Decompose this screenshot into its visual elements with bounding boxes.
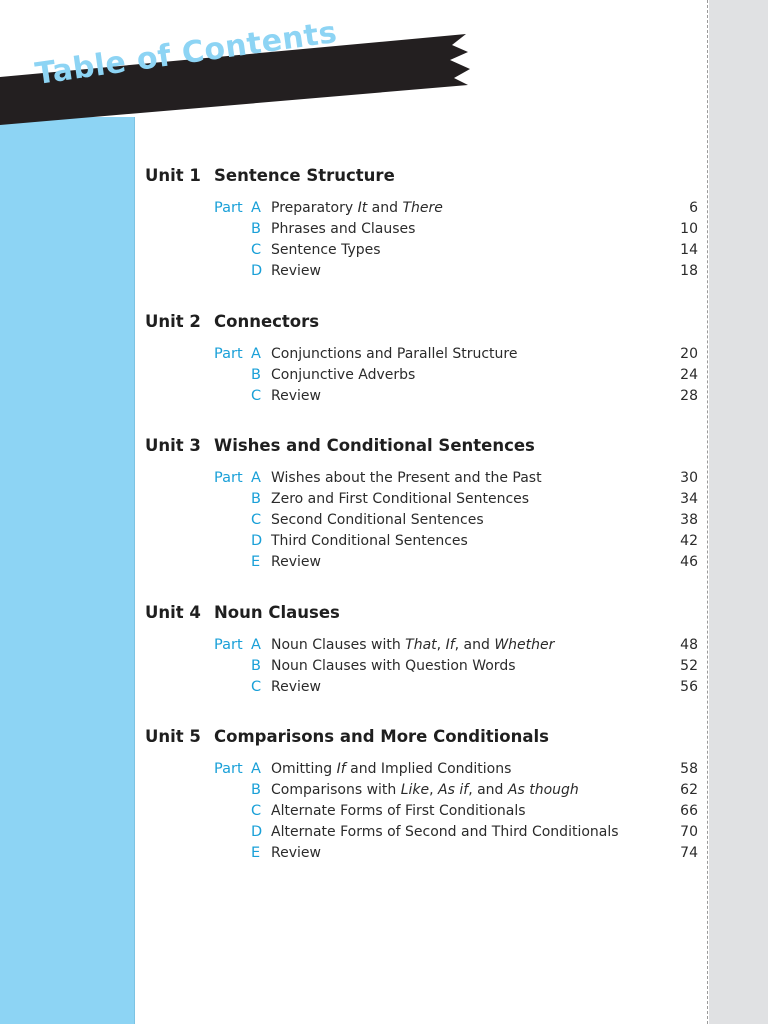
page-number: 38 bbox=[680, 512, 698, 528]
entry-title bbox=[271, 219, 415, 239]
unit-title: Sentence Structure bbox=[214, 166, 395, 185]
page-number: 62 bbox=[680, 782, 698, 798]
toc-entry[interactable] bbox=[214, 219, 698, 239]
toc-entry[interactable] bbox=[214, 635, 698, 655]
toc-entry[interactable] bbox=[214, 261, 698, 281]
unit-number: Unit 2 bbox=[145, 312, 201, 331]
entry-title-text: Omitting bbox=[271, 761, 337, 777]
page-number: 20 bbox=[680, 346, 698, 362]
toc-entry[interactable] bbox=[214, 759, 698, 779]
page-number: 66 bbox=[680, 803, 698, 819]
part-label: Part bbox=[214, 637, 243, 653]
unit-title: Wishes and Conditional Sentences bbox=[214, 436, 535, 455]
entry-title-text: , and bbox=[454, 637, 495, 653]
entry-title-emphasis: There bbox=[402, 200, 443, 216]
unit-title: Noun Clauses bbox=[214, 603, 340, 622]
unit-heading[interactable] bbox=[145, 166, 395, 185]
toc-entry[interactable] bbox=[214, 843, 698, 863]
entry-title-text: Review bbox=[271, 263, 321, 279]
part-letter: A bbox=[251, 470, 261, 486]
entry-title bbox=[271, 759, 511, 779]
part-letter: C bbox=[251, 512, 262, 528]
entry-title-text: Third Conditional Sentences bbox=[271, 533, 468, 549]
entry-title bbox=[271, 489, 529, 509]
entry-title-emphasis: As if bbox=[438, 782, 469, 798]
part-letter: B bbox=[251, 658, 261, 674]
entry-title-text: Comparisons with bbox=[271, 782, 401, 798]
entry-title-text: Noun Clauses with bbox=[271, 637, 406, 653]
part-letter: B bbox=[251, 491, 261, 507]
toc-entry[interactable] bbox=[214, 386, 698, 406]
part-letter: C bbox=[251, 803, 262, 819]
entry-title-emphasis: As though bbox=[507, 782, 579, 798]
entry-title bbox=[271, 386, 321, 406]
page-margin bbox=[709, 0, 768, 1024]
part-letter: B bbox=[251, 367, 261, 383]
unit-number: Unit 3 bbox=[145, 436, 201, 455]
entry-title bbox=[271, 261, 321, 281]
toc-entry[interactable] bbox=[214, 365, 698, 385]
part-letter: A bbox=[251, 200, 261, 216]
page-title: Table of Contents bbox=[33, 14, 340, 93]
page-number: 74 bbox=[680, 845, 698, 861]
entry-title-emphasis: Like bbox=[400, 782, 430, 798]
toc-entry[interactable] bbox=[214, 468, 698, 488]
page-number: 42 bbox=[680, 533, 698, 549]
part-label: Part bbox=[214, 470, 243, 486]
entry-title-text: Noun Clauses with Question Words bbox=[271, 658, 516, 674]
part-label: Part bbox=[214, 200, 243, 216]
part-label: Part bbox=[214, 346, 243, 362]
entry-title-emphasis: It bbox=[357, 200, 368, 216]
toc-entry[interactable] bbox=[214, 510, 698, 530]
part-letter: D bbox=[251, 263, 263, 279]
page-number: 18 bbox=[680, 263, 698, 279]
entry-title-text: Review bbox=[271, 554, 321, 570]
entry-title-text: and bbox=[367, 200, 403, 216]
unit-heading[interactable] bbox=[145, 312, 319, 331]
page-number: 58 bbox=[680, 761, 698, 777]
page-number: 28 bbox=[680, 388, 698, 404]
toc-entry[interactable] bbox=[214, 240, 698, 260]
entry-title-text: Zero and First Conditional Sentences bbox=[271, 491, 530, 507]
toc-entry[interactable] bbox=[214, 780, 698, 800]
unit-number: Unit 1 bbox=[145, 166, 201, 185]
part-letter: A bbox=[251, 637, 261, 653]
page-number: 24 bbox=[680, 367, 698, 383]
side-strip-edge bbox=[134, 117, 135, 1024]
page-number: 10 bbox=[680, 221, 698, 237]
entry-title bbox=[271, 240, 381, 260]
part-letter: D bbox=[251, 824, 263, 840]
entry-title bbox=[271, 468, 542, 488]
part-letter: A bbox=[251, 346, 261, 362]
entry-title-text: Conjunctive Adverbs bbox=[271, 367, 416, 383]
part-label: Part bbox=[214, 761, 243, 777]
entry-title-text: Phrases and Clauses bbox=[271, 221, 416, 237]
entry-title-text: , bbox=[429, 782, 439, 798]
unit-title: Comparisons and More Conditionals bbox=[214, 727, 550, 746]
entry-title-text: Review bbox=[271, 845, 321, 861]
unit-number: Unit 4 bbox=[145, 603, 201, 622]
entry-title-emphasis: Whether bbox=[494, 637, 555, 653]
page-number: 56 bbox=[680, 679, 698, 695]
entry-title-text: , bbox=[436, 637, 446, 653]
entry-title-text: and Implied Conditions bbox=[345, 761, 512, 777]
entry-title-emphasis: If bbox=[336, 761, 346, 777]
part-letter: C bbox=[251, 242, 262, 258]
toc-entry[interactable] bbox=[214, 344, 698, 364]
entry-title bbox=[271, 531, 468, 551]
toc-entry[interactable] bbox=[214, 801, 698, 821]
dashed-fold-line bbox=[707, 0, 708, 1024]
page-number: 48 bbox=[680, 637, 698, 653]
page-number: 6 bbox=[689, 200, 698, 216]
entry-title bbox=[271, 801, 526, 821]
part-letter: E bbox=[251, 845, 261, 861]
entry-title bbox=[271, 822, 619, 842]
part-letter: C bbox=[251, 388, 262, 404]
part-letter: B bbox=[251, 782, 261, 798]
unit-title: Connectors bbox=[214, 312, 320, 331]
page-number: 30 bbox=[680, 470, 698, 486]
page-number: 46 bbox=[680, 554, 698, 570]
entry-title bbox=[271, 677, 321, 697]
toc-entry[interactable] bbox=[214, 677, 698, 697]
entry-title-text: Review bbox=[271, 679, 321, 695]
entry-title-text: Sentence Types bbox=[271, 242, 381, 258]
decorative-side-strip bbox=[0, 117, 134, 1024]
unit-heading[interactable] bbox=[145, 727, 549, 746]
toc-entry[interactable] bbox=[214, 531, 698, 551]
part-letter: D bbox=[251, 533, 263, 549]
part-letter: A bbox=[251, 761, 261, 777]
unit-number: Unit 5 bbox=[145, 727, 201, 746]
part-letter: C bbox=[251, 679, 262, 695]
entry-title-emphasis: That bbox=[405, 637, 437, 653]
toc-entry[interactable] bbox=[214, 489, 698, 509]
entry-title bbox=[271, 780, 579, 800]
page-number: 14 bbox=[680, 242, 698, 258]
entry-title-text: Wishes about the Present and the Past bbox=[271, 470, 542, 486]
entry-title-text: Preparatory bbox=[271, 200, 358, 216]
entry-title bbox=[271, 552, 321, 572]
entry-title-emphasis: If bbox=[445, 637, 455, 653]
entry-title bbox=[271, 198, 443, 218]
entry-title bbox=[271, 344, 517, 364]
part-letter: E bbox=[251, 554, 261, 570]
unit-heading[interactable] bbox=[145, 436, 535, 455]
page-number: 34 bbox=[680, 491, 698, 507]
toc-entry[interactable] bbox=[214, 552, 698, 572]
toc-entry[interactable] bbox=[214, 822, 698, 842]
entry-title-text: Second Conditional Sentences bbox=[271, 512, 484, 528]
entry-title-text: Conjunctions and Parallel Structure bbox=[271, 346, 518, 362]
entry-title bbox=[271, 843, 321, 863]
page-number: 70 bbox=[680, 824, 698, 840]
entry-title bbox=[271, 656, 516, 676]
entry-title-text: Alternate Forms of First Conditionals bbox=[271, 803, 526, 819]
unit-heading[interactable] bbox=[145, 603, 340, 622]
entry-title-text: , and bbox=[468, 782, 508, 798]
entry-title-text: Review bbox=[271, 388, 321, 404]
entry-title bbox=[271, 510, 484, 530]
toc-entry[interactable] bbox=[214, 656, 698, 676]
part-letter: B bbox=[251, 221, 261, 237]
entry-title bbox=[271, 365, 415, 385]
entry-title-text: Alternate Forms of Second and Third Conditionals bbox=[271, 824, 619, 840]
title-banner bbox=[0, 0, 480, 130]
page-number: 52 bbox=[680, 658, 698, 674]
entry-title bbox=[271, 635, 554, 655]
toc-entry[interactable] bbox=[214, 198, 698, 218]
